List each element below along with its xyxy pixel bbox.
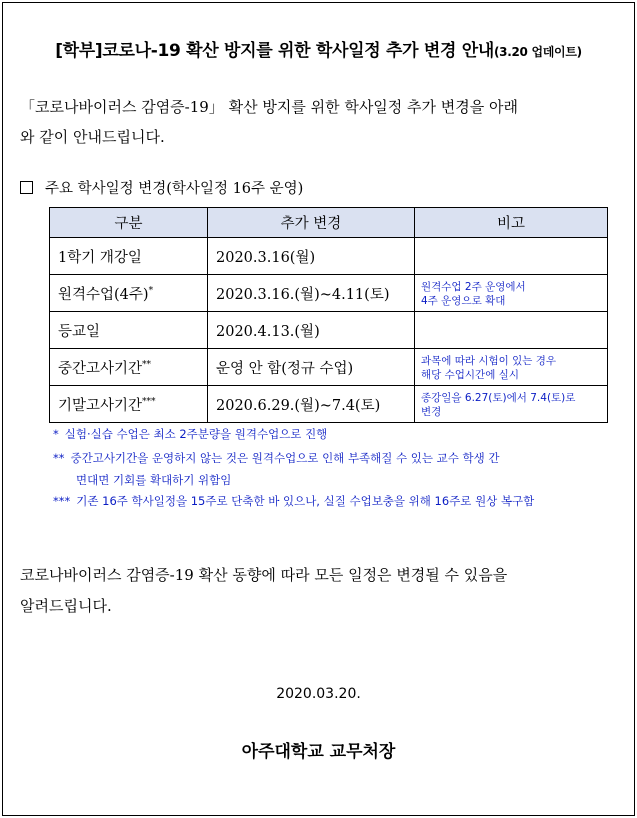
signature: 아주대학교 교무처장 [241,742,396,762]
intro-line-2: 와 같이 안내드립니다. [20,128,165,146]
row-change: 2020.3.16(월) [208,238,415,275]
table-row [50,386,608,423]
title-main: [학부]코로나-19 확산 방지를 위한 학사일정 추가 변경 안내 [55,41,494,61]
row-note: 종강일을 6.27(토)에서 7.4(토)로 변경 [415,386,608,423]
row-item: 중간고사기간** [50,349,208,386]
header-category: 구분 [50,208,208,238]
row-item: 등교일 [50,312,208,349]
title-update: (3.20 업데이트) [493,45,582,59]
closing-line-1: 코로나바이러스 감염증-19 확산 동향에 따라 모든 일정은 변경될 수 있음을 [20,566,508,584]
footnote-continued: 면대면 기회를 확대하기 위함임 [76,473,232,487]
table-row [50,312,608,349]
document-title [0,36,637,61]
row-change: 2020.6.29.(월)~7.4(토) [208,386,415,423]
row-note: 과목에 따라 시험이 있는 경우 해당 수업시간에 실시 [415,349,608,386]
row-note [415,238,608,275]
row-note [415,312,608,349]
table-row [50,238,608,275]
section-heading [20,177,303,198]
document-date: 2020.03.20. [276,686,361,702]
header-note: 비고 [415,208,608,238]
intro-line-1: 「코로나바이러스 감염증-19」 확산 방지를 위한 학사일정 추가 변경을 아래 [20,98,519,116]
footnote: * 실험·실습 수업은 최소 2주분량을 원격수업으로 진행 [53,427,328,441]
schedule-table [49,207,608,423]
table-row [50,275,608,312]
row-change: 2020.4.13.(월) [208,312,415,349]
row-item: 1학기 개강일 [50,238,208,275]
footnote: ** 중간고사기간을 운영하지 않는 것은 원격수업으로 인해 부족해질 수 있는 교수 학생 간 [53,451,500,465]
footnote: *** 기존 16주 학사일정을 15주로 단축한 바 있으나, 실질 수업보충을 위해 16주로 원상 복구함 [53,494,535,508]
header-change: 추가 변경 [208,208,415,238]
row-item: 원격수업(4주)* [50,275,208,312]
closing-line-2: 알려드립니다. [20,597,112,615]
table-row [50,349,608,386]
row-change: 운영 안 함(정규 수업) [208,349,415,386]
checkbox-square-icon [20,181,33,194]
section-title: 주요 학사일정 변경(학사일정 16주 운영) [45,181,304,197]
row-item: 기말고사기간*** [50,386,208,423]
row-change: 2020.3.16.(월)~4.11(토) [208,275,415,312]
row-note: 원격수업 2주 운영에서 4주 운영으로 확대 [415,275,608,312]
table-header-row [50,208,608,238]
closing-paragraph [20,560,620,622]
intro-paragraph [20,92,620,152]
